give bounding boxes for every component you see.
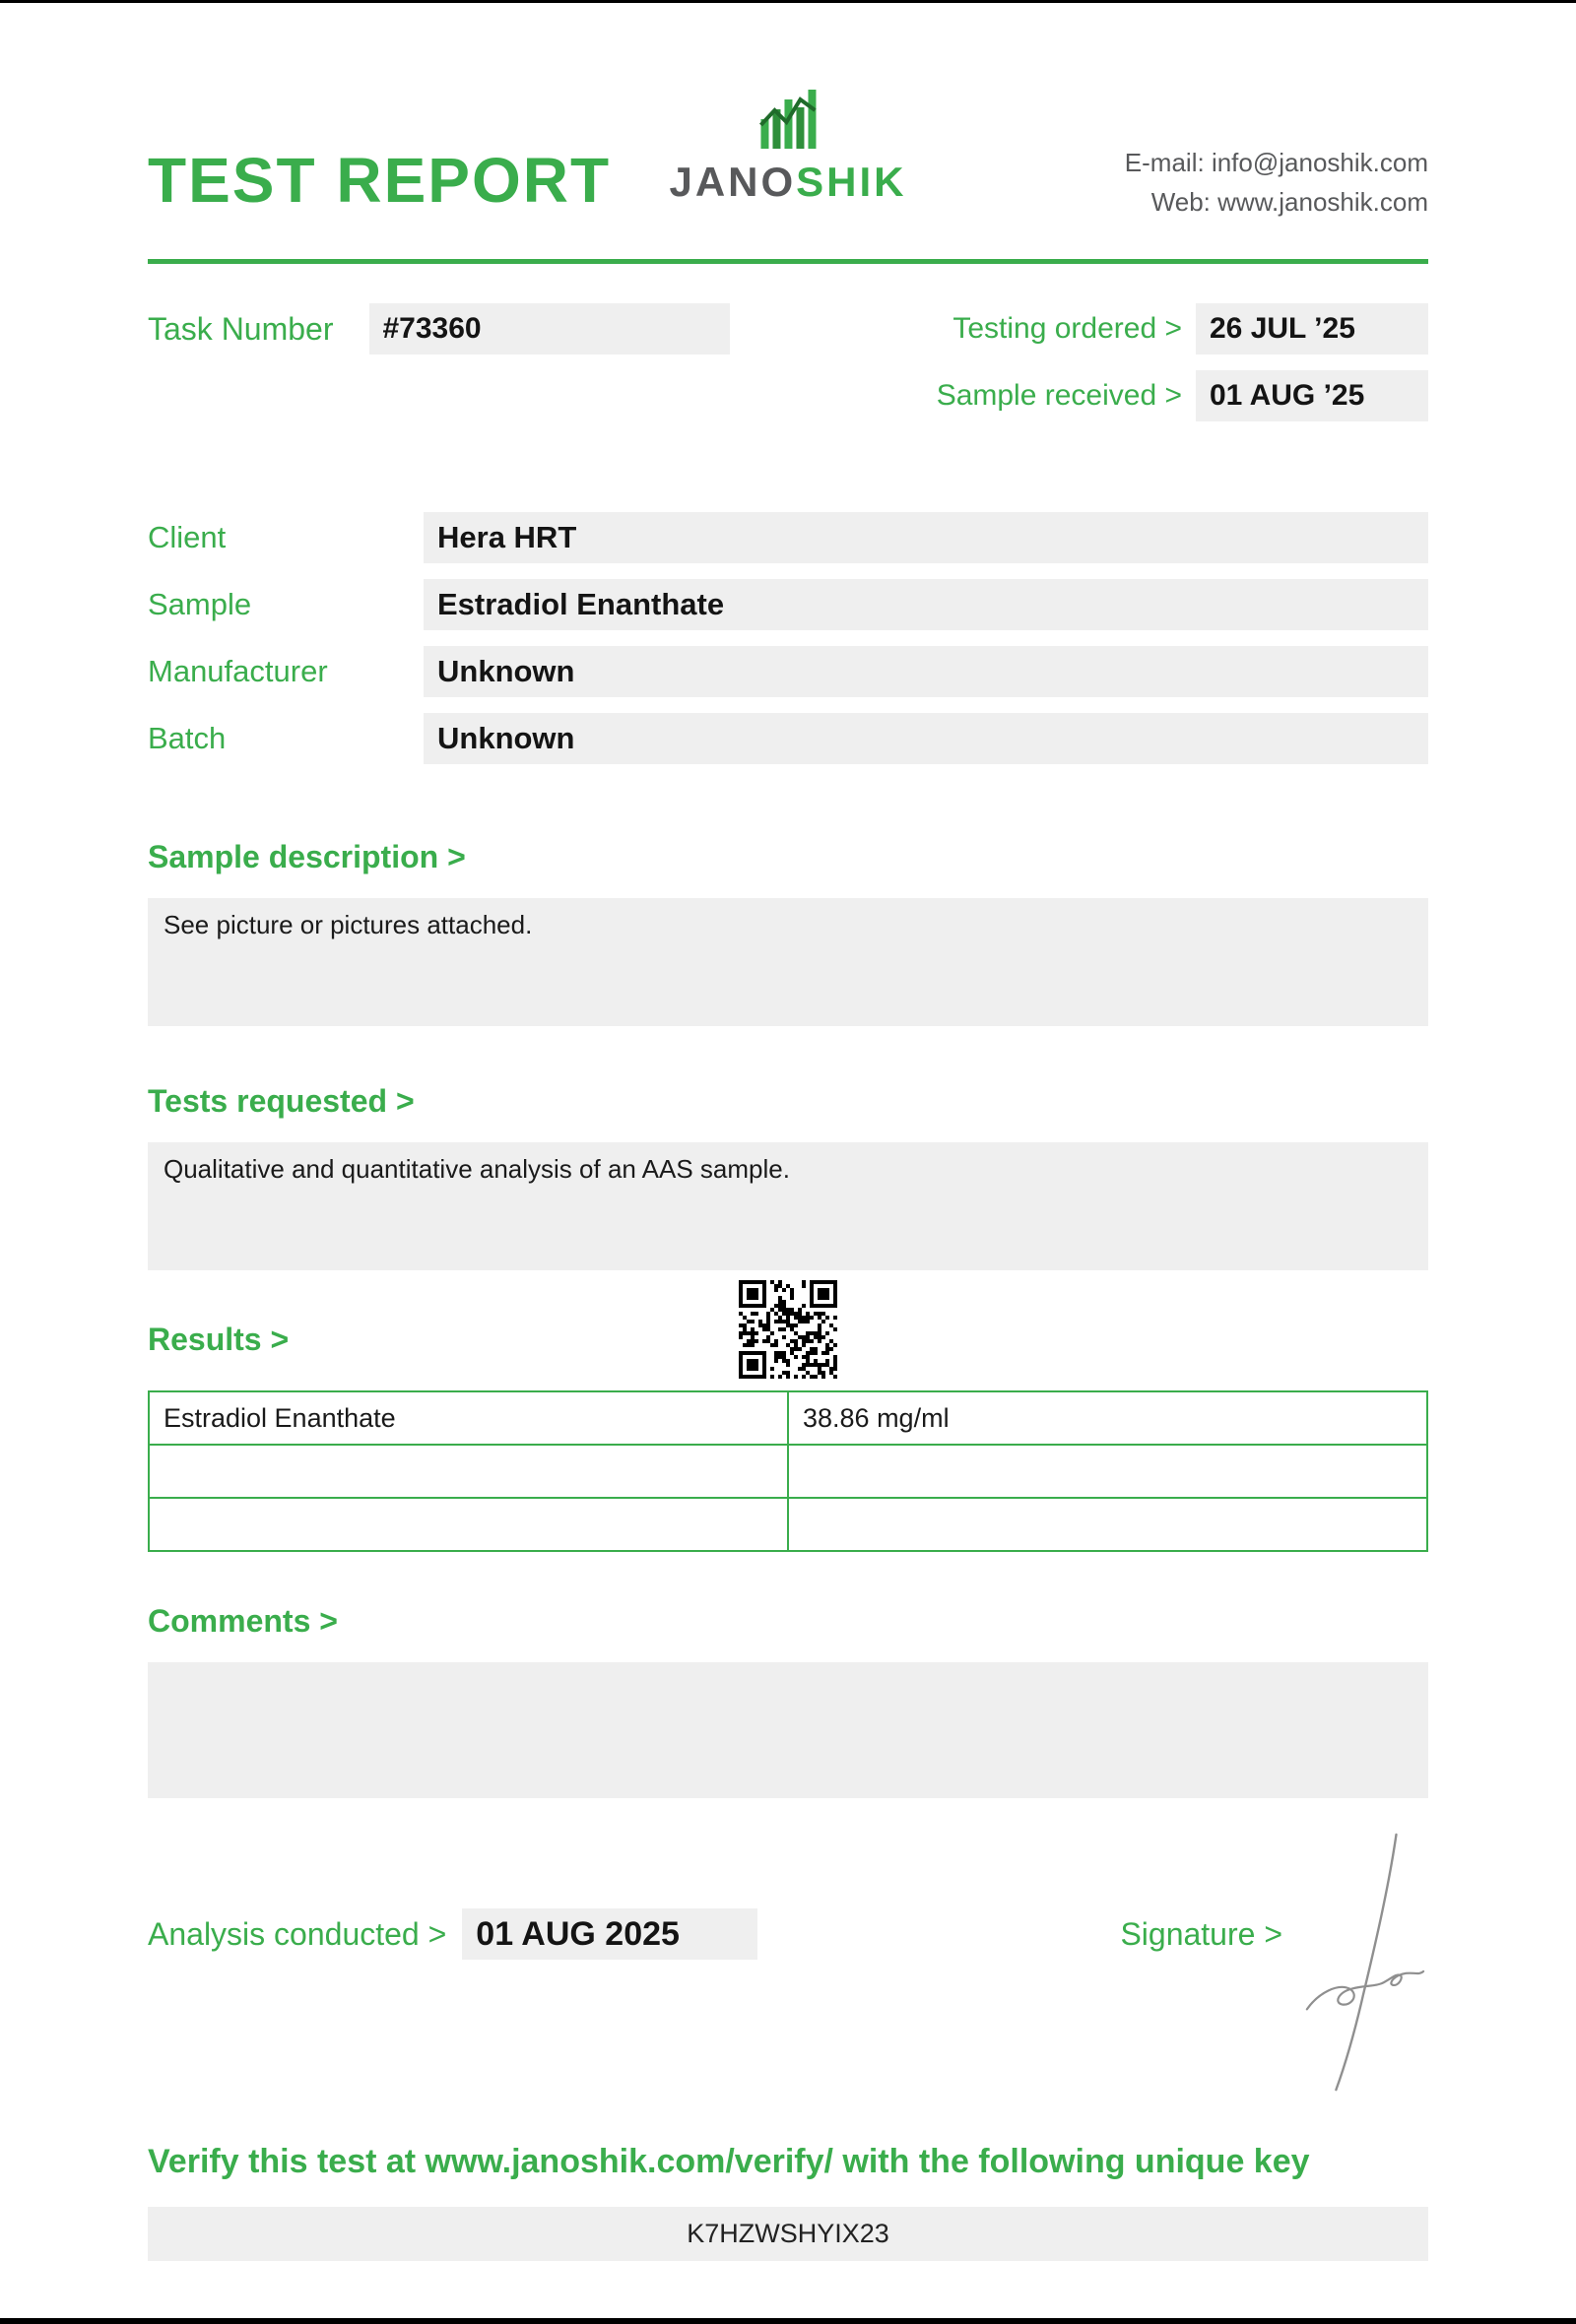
detail-label: Batch — [148, 721, 227, 755]
result-substance — [149, 1498, 788, 1551]
testing-ordered-field — [1196, 303, 1428, 355]
qr-code — [739, 1280, 837, 1379]
signature-label: Signature > — [1120, 1915, 1282, 1952]
verify-text: Verify this test at www.janoshik.com/verify/ with the following unique key — [148, 2143, 1310, 2180]
divider-rule — [148, 259, 1428, 264]
signature-row — [1120, 1908, 1428, 1960]
contact-block — [1125, 143, 1428, 222]
results-section — [148, 1320, 1428, 1552]
web-row — [1125, 182, 1428, 222]
results-table-row — [149, 1498, 1427, 1551]
dates-block — [937, 303, 1428, 421]
report-header — [148, 84, 1428, 222]
logo-jano: JANO — [669, 159, 797, 205]
comments-box — [148, 1662, 1428, 1798]
sample-received-value: 01 AUG ’25 — [1210, 379, 1365, 412]
detail-row-client — [148, 512, 1428, 563]
testing-ordered-row — [937, 303, 1428, 355]
detail-row-batch — [148, 713, 1428, 764]
result-substance: Estradiol Enanthate — [149, 1391, 788, 1445]
qr-code-image — [739, 1280, 837, 1379]
result-value — [788, 1498, 1427, 1551]
results-table-row — [149, 1445, 1427, 1498]
detail-value: Estradiol Enanthate — [437, 587, 725, 621]
comments-heading: Comments > — [148, 1603, 338, 1639]
results-heading: Results > — [148, 1322, 290, 1357]
logo-text — [669, 161, 906, 203]
detail-row-manufacturer — [148, 646, 1428, 697]
sample-received-label: Sample received > — [936, 379, 1182, 412]
detail-value-field — [424, 512, 1428, 563]
result-value: 38.86 mg/ml — [788, 1391, 1427, 1445]
analysis-row — [148, 1908, 757, 1960]
detail-value: Unknown — [437, 654, 575, 688]
unique-key-value: K7HZWSHYIX23 — [687, 2219, 889, 2248]
signature — [1298, 1908, 1428, 1960]
analysis-conducted-label: Analysis conducted > — [148, 1915, 447, 1952]
analysis-conducted-value: 01 AUG 2025 — [476, 1914, 680, 1953]
page-title: TEST REPORT — [148, 145, 612, 216]
detail-label: Client — [148, 520, 227, 554]
result-substance — [149, 1445, 788, 1498]
logo-shik: SHIK — [796, 159, 907, 205]
details-section — [148, 512, 1428, 764]
sample-description-heading: Sample description > — [148, 839, 466, 874]
detail-label: Sample — [148, 587, 252, 621]
janoshik-logo — [669, 84, 906, 203]
detail-value-field — [424, 579, 1428, 630]
analysis-conducted-field — [462, 1908, 757, 1960]
web-label: Web: — [1150, 187, 1211, 217]
result-value — [788, 1445, 1427, 1498]
tests-requested-heading: Tests requested > — [148, 1083, 415, 1119]
unique-key-field — [148, 2207, 1428, 2261]
detail-row-sample — [148, 579, 1428, 630]
results-table-row — [149, 1391, 1427, 1445]
detail-value-field — [424, 646, 1428, 697]
logo-chart-icon — [752, 84, 824, 155]
tests-requested-box — [148, 1142, 1428, 1270]
footer-row — [148, 1908, 1428, 1960]
email-label: E-mail: — [1124, 148, 1205, 177]
testing-ordered-label: Testing ordered > — [952, 312, 1182, 345]
tests-requested-text: Qualitative and quantitative analysis of an AAS sample. — [164, 1154, 790, 1184]
sample-received-row — [937, 370, 1428, 421]
detail-label: Manufacturer — [148, 654, 328, 688]
task-number-value: #73360 — [382, 312, 482, 345]
scan-edge-bottom — [0, 2318, 1576, 2324]
sample-description-box — [148, 898, 1428, 1026]
sample-description-text: See picture or pictures attached. — [164, 910, 533, 939]
signature-image — [1298, 1830, 1428, 2098]
meta-section — [148, 303, 1428, 421]
sample-received-field — [1196, 370, 1428, 421]
detail-value: Hera HRT — [437, 520, 577, 554]
web-value: www.janoshik.com — [1217, 187, 1428, 217]
detail-value-field — [424, 713, 1428, 764]
testing-ordered-value: 26 JUL ’25 — [1210, 312, 1355, 345]
email-row — [1125, 143, 1428, 182]
detail-value: Unknown — [437, 721, 575, 755]
task-number-row — [148, 303, 730, 355]
email-value: info@janoshik.com — [1211, 148, 1428, 177]
results-table — [148, 1390, 1428, 1552]
scan-edge-top — [0, 0, 1576, 3]
task-number-field — [369, 303, 730, 355]
task-number-label: Task Number — [148, 310, 334, 347]
